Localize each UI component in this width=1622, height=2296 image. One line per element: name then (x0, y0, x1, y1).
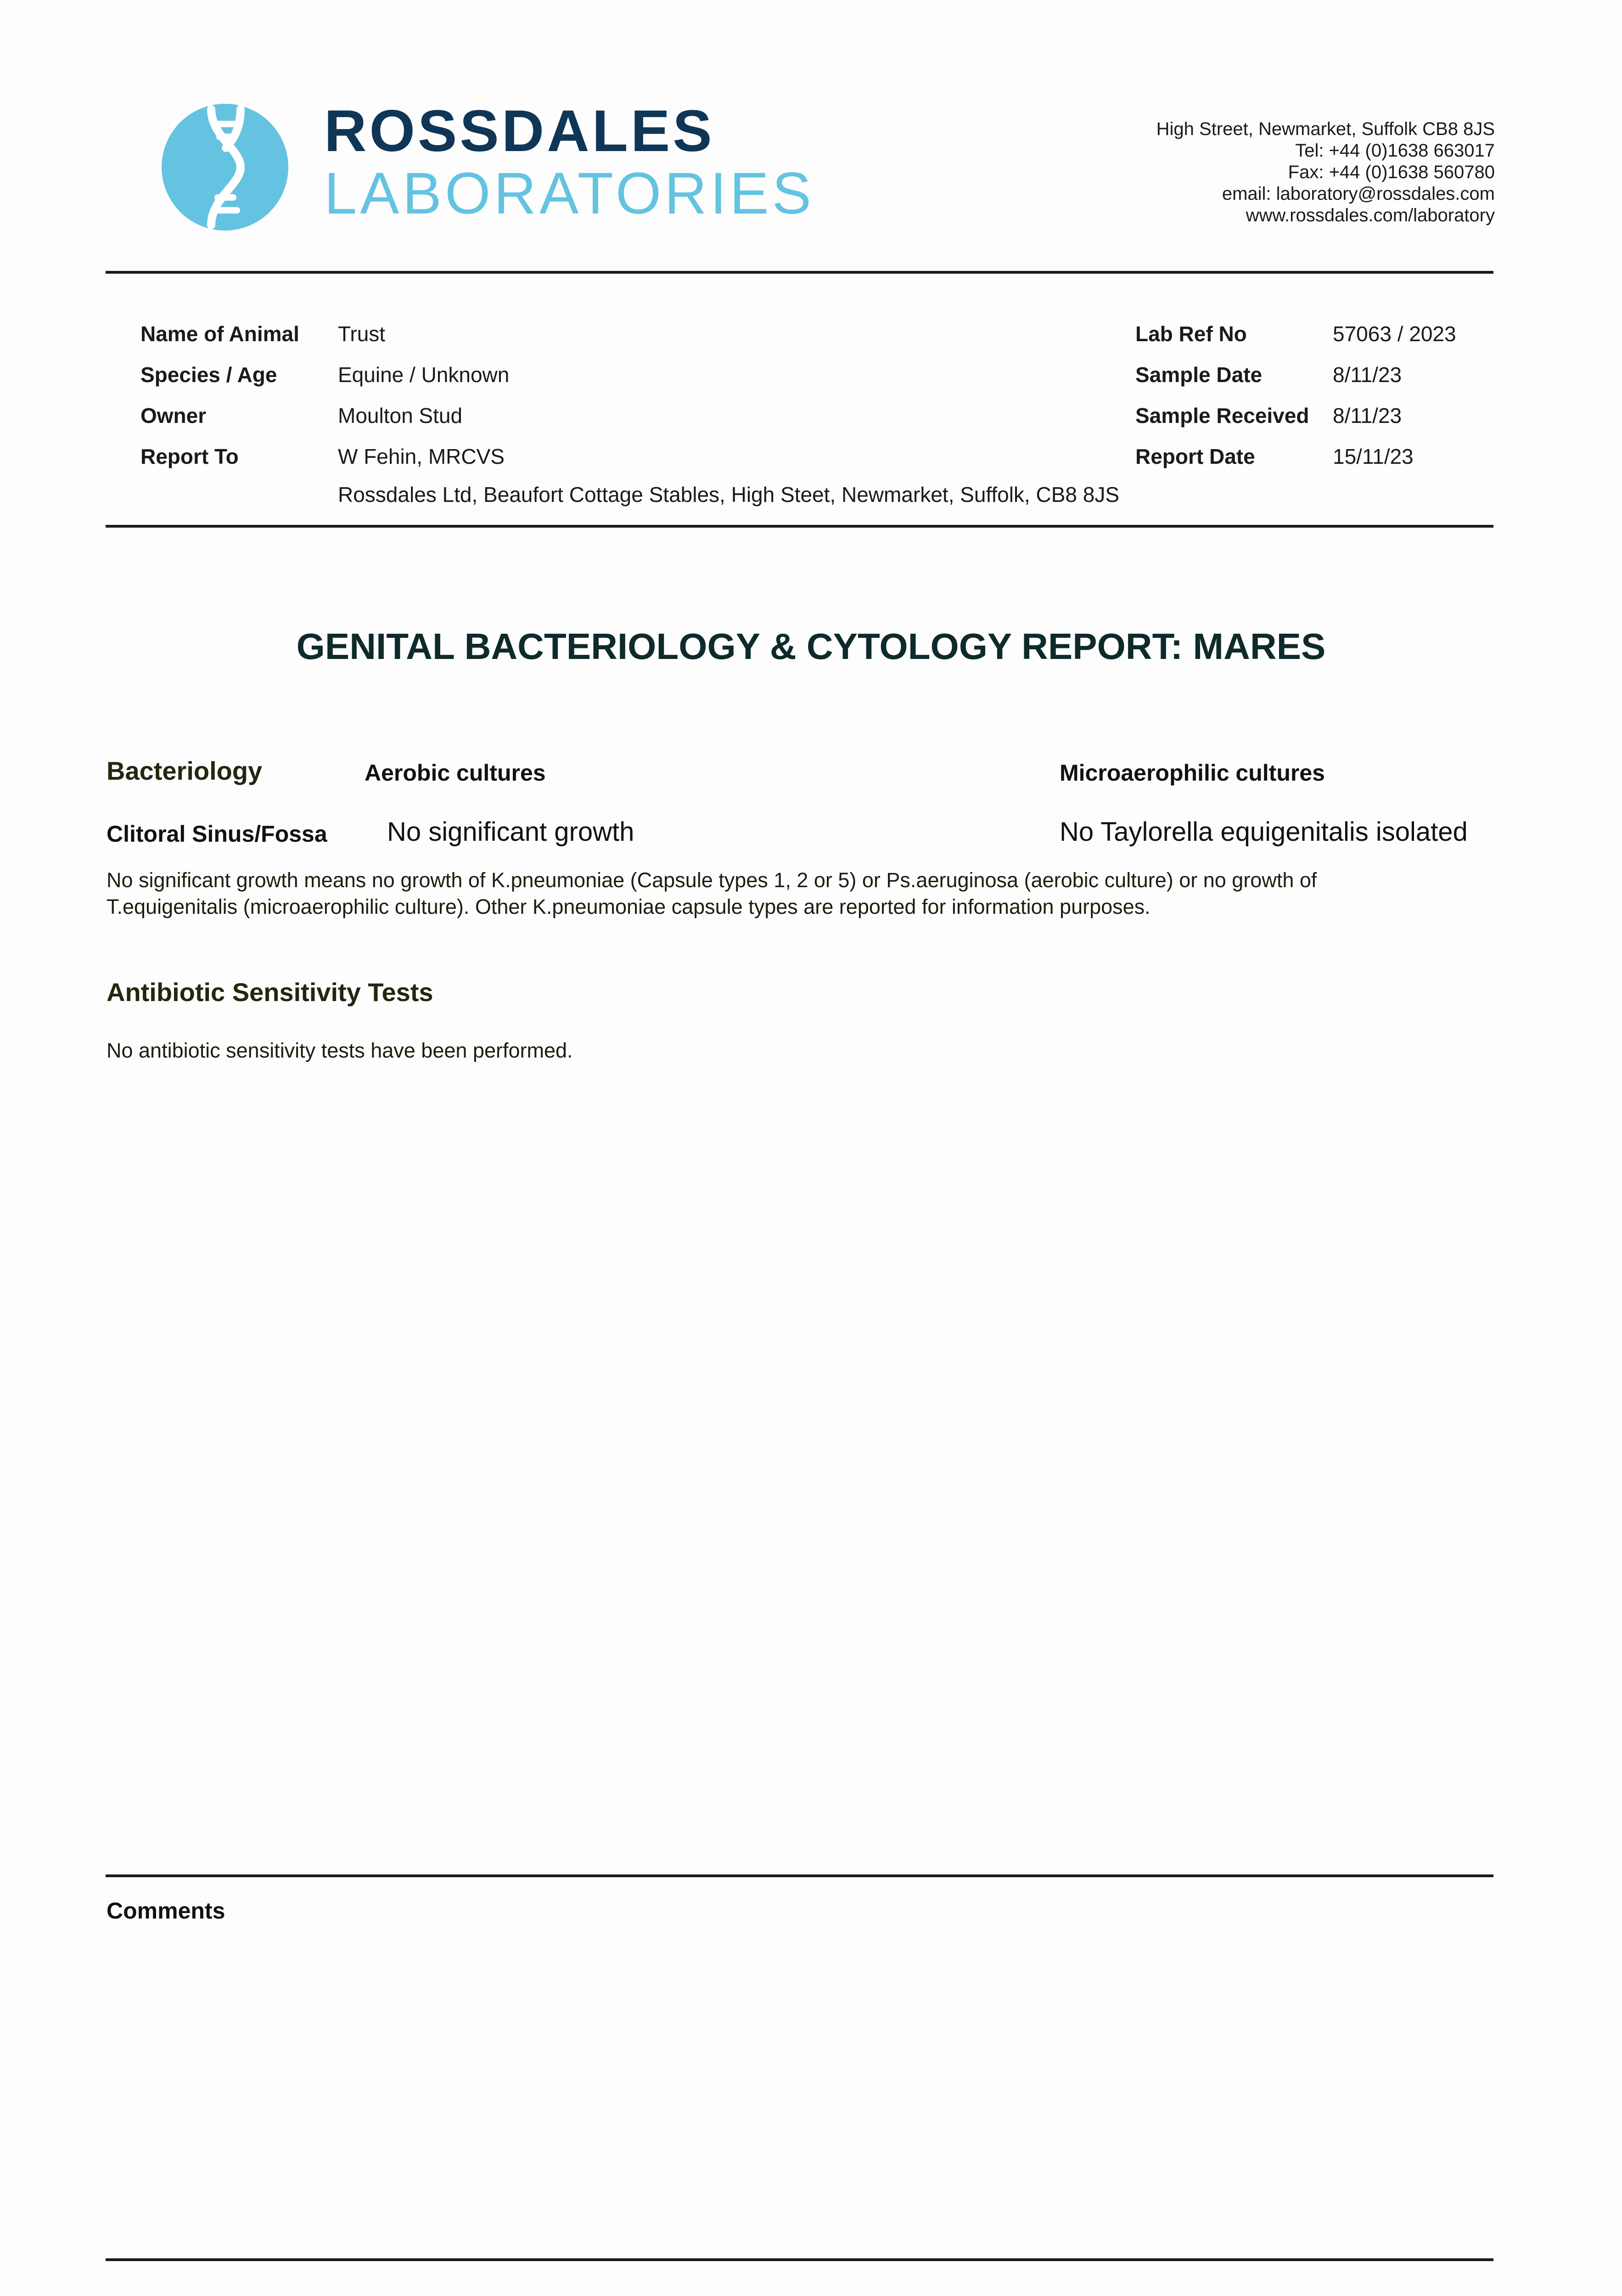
comments-divider (106, 1874, 1493, 1877)
info-divider (106, 525, 1493, 528)
logo (162, 104, 288, 231)
comments-heading: Comments (107, 1898, 225, 1924)
report-title: GENITAL BACTERIOLOGY & CYTOLOGY REPORT: MARES (296, 626, 1326, 667)
sample-received-label: Sample Received (1135, 404, 1309, 428)
lab-address (1156, 118, 1495, 226)
address-email: email: laboratory@rossdales.com (1222, 184, 1495, 204)
note-line-2: T.equigenitalis (microaerophilic culture). Other K.pneumoniae capsule types are reported for information purposes. (107, 895, 1151, 918)
name-of-animal-value: Trust (338, 322, 386, 346)
owner-value: Moulton Stud (338, 404, 463, 428)
report-date-value: 15/11/23 (1333, 445, 1414, 468)
bacteriology-heading: Bacteriology (107, 756, 263, 785)
address-fax: Fax: +44 (0)1638 560780 (1288, 162, 1495, 182)
address-tel: Tel: +44 (0)1638 663017 (1295, 141, 1495, 161)
header-divider (106, 271, 1493, 274)
aerobic-cultures-heading: Aerobic cultures (365, 760, 546, 786)
brand-name-line1: ROSSDALES (324, 98, 715, 164)
report-to-label: Report To (140, 445, 239, 468)
dna-helix-icon (162, 104, 288, 231)
ast-heading: Antibiotic Sensitivity Tests (107, 978, 433, 1007)
sample-site-label: Clitoral Sinus/Fossa (107, 821, 327, 847)
sample-date-label: Sample Date (1135, 363, 1263, 387)
sample-date-value: 8/11/23 (1333, 363, 1402, 387)
microaerophilic-cultures-heading: Microaerophilic cultures (1060, 760, 1325, 786)
ast-text: No antibiotic sensitivity tests have been performed. (107, 1039, 573, 1062)
brand-name-line2: LABORATORIES (324, 161, 814, 226)
aerobic-result: No significant growth (387, 817, 634, 847)
note-line-1: No significant growth means no growth of K.pneumoniae (Capsule types 1, 2 or 5) or Ps.aeruginosa (aerobic culture) or no growth of (107, 868, 1317, 892)
lab-ref-label: Lab Ref No (1135, 322, 1247, 346)
report-to-address: Rossdales Ltd, Beaufort Cottage Stables, High Steet, Newmarket, Suffolk, CB8 8JS (338, 483, 1120, 506)
sample-received-value: 8/11/23 (1333, 404, 1402, 428)
microaerophilic-result: No Taylorella equigenitalis isolated (1060, 817, 1468, 847)
species-age-label: Species / Age (140, 363, 277, 387)
species-age-value: Equine / Unknown (338, 363, 510, 387)
lab-ref-value: 57063 / 2023 (1333, 322, 1456, 346)
name-of-animal-label: Name of Animal (140, 322, 299, 346)
report-to-value: W Fehin, MRCVS (338, 445, 505, 468)
report-date-label: Report Date (1135, 445, 1255, 468)
footer-divider (106, 2258, 1493, 2261)
address-website: www.rossdales.com/laboratory (1246, 205, 1495, 225)
address-street: High Street, Newmarket, Suffolk CB8 8JS (1156, 119, 1495, 139)
growth-explanation-note (107, 867, 1438, 920)
owner-label: Owner (140, 404, 207, 428)
